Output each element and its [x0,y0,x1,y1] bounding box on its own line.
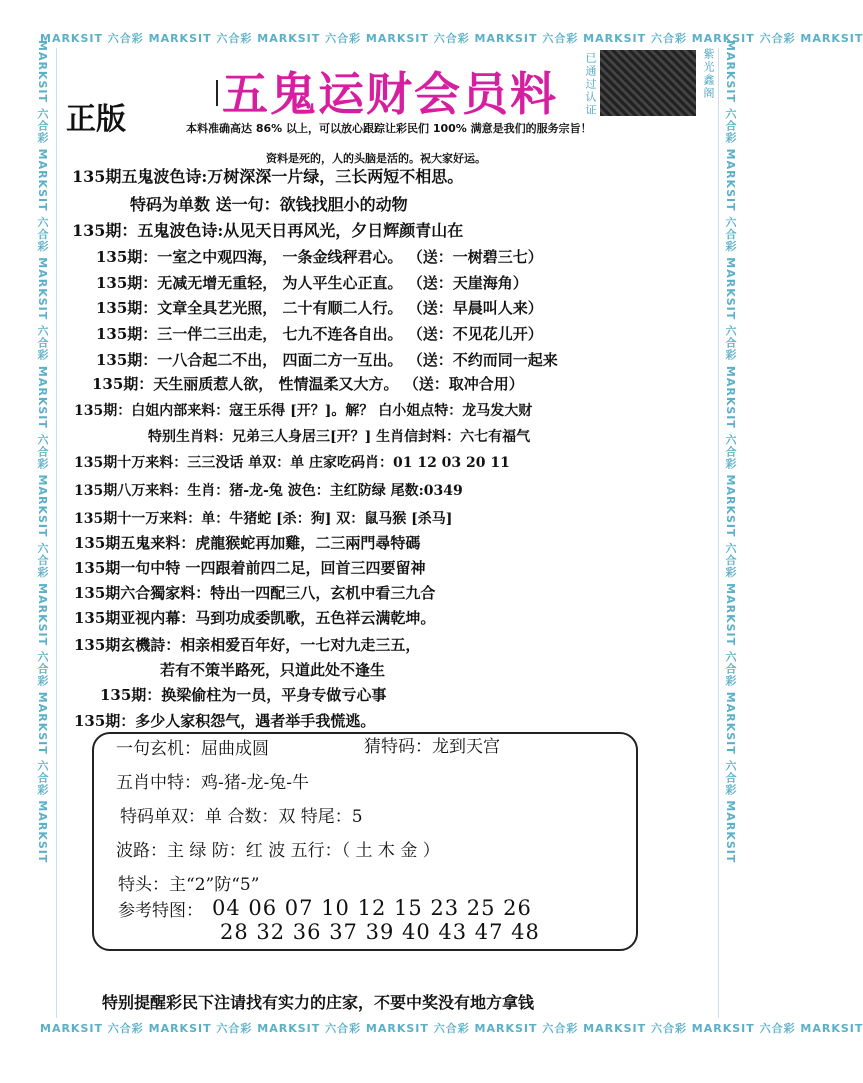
slogan-luck: 资料是死的，人的头脑是活的。祝大家好运。 [266,152,486,165]
watermark-bottom: MARKSIT 六合彩 MARKSIT 六合彩 MARKSIT 六合彩 MARKSIT 六合彩 MARKSIT 六合彩 MARKSIT 六合彩 MARKSIT 六合彩 MARKSIT [40,1022,863,1035]
line-19: 135期玄機詩：相亲相爱百年好，一七对九走三五， [74,636,421,654]
reference-numbers-row2: 28 32 36 37 39 40 43 47 48 [220,920,540,944]
qr-right-label: 紫光鑫阁 [702,48,715,100]
watermark-right: MARKSIT 六合彩 MARKSIT 六合彩 MARKSIT 六合彩 MARKSIT 六合彩 MARKSIT 六合彩 MARKSIT 六合彩 MARKSIT 六合彩 MARKSIT [724,40,737,864]
footer-reminder: 特别提醒彩民下注请找有实力的庄家，不要中奖没有地方拿钱 [102,993,535,1012]
frame-line-left [56,48,57,1018]
page-title: 五鬼运财会员料 [222,67,558,121]
line-16: 135期一句中特 一四跟着前四二足，回首三四要留神 [74,559,426,577]
wave-line: 波路：主 绿 防：红 波 五行：（ 土 木 金 ） [116,841,440,861]
odd-even-line: 特码单双：单 合数：双 特尾：5 [120,807,363,827]
line-2: 特码为单数 送一句：欲钱找胆小的动物 [130,195,408,214]
line-17: 135期六合獨家料：特出一四配三八，玄机中看三九合 [74,584,436,602]
line-7: 135期：三一伴二三出走， 七九不连各自出。 （送：不见花儿开） [96,325,543,343]
reference-label: 参考特图： [118,901,203,921]
riddle-line: 一句玄机：屈曲成圆 [116,739,269,759]
slogan-accuracy: 本料准确高达 86% 以上，可以放心跟踪让彩民们 100% 满意是我们的服务宗旨！ [186,122,592,135]
line-14: 135期十一万来料：单：牛猪蛇 [杀：狗] 双：鼠马猴 [杀马] [74,511,453,527]
line-12: 135期十万来料：三三没话 单双：单 庄家吃码肖：01 12 03 20 11 [74,455,510,471]
line-10: 135期：白姐内部来料：寇王乐得 [开？]。解？ 白小姐点特：龙马发大财 [74,403,533,419]
five-zodiac-line: 五肖中特：鸡-猪-龙-兔-牛 [116,773,309,793]
line-4: 135期：一室之中观四海， 一条金线秤君心。 （送：一树碧三七） [96,248,543,266]
reference-numbers-row1: 04 06 07 10 12 15 23 25 26 [212,896,532,920]
line-9: 135期：天生丽质惹人欲， 性情温柔又大方。 （送：取冲合用） [92,375,524,393]
watermark-left: MARKSIT 六合彩 MARKSIT 六合彩 MARKSIT 六合彩 MARKSIT 六合彩 MARKSIT 六合彩 MARKSIT 六合彩 MARKSIT 六合彩 MARKSIT [36,40,49,864]
head-line: 特头：主“2”防“5” [118,875,260,895]
line-6: 135期：文章全具艺光照， 二十有顺二人行。 （送：早晨叫人来） [96,299,543,317]
watermark-top: MARKSIT 六合彩 MARKSIT 六合彩 MARKSIT 六合彩 MARKSIT 六合彩 MARKSIT 六合彩 MARKSIT 六合彩 MARKSIT 六合彩 MARKSIT [40,32,863,45]
line-1: 135期五鬼波色诗:万树深深一片绿，三长两短不相思。 [72,167,464,186]
line-8: 135期：一八合起二不出， 四面二方一互出。 （送：不约而同一起来 [96,351,558,369]
line-13: 135期八万来料：生肖：猪-龙-兔 波色：主红防绿 尾数:0349 [74,483,463,499]
title-divider [216,80,218,106]
frame-line-right [718,48,719,1018]
line-18: 135期亚视内幕：马到功成委凯歌，五色祥云满乾坤。 [74,609,436,627]
line-11: 特别生肖料：兄弟三人身居三[开？] 生肖信封料：六七有福气 [148,429,531,445]
authentic-badge: 正版 [66,102,126,137]
line-5: 135期：无减无增无重轻， 为人平生心正直。 （送：天崖海角） [96,274,528,292]
line-20: 若有不策半路死，只道此处不逢生 [160,661,386,679]
line-22: 135期：多少人家积怨气，遇者举手我慌逃。 [74,712,376,730]
qr-code-image [600,50,696,116]
line-21: 135期：换梁偷柱为一员，平身专做亏心事 [100,686,387,704]
guess-line: 猜特码：龙到天宫 [364,737,500,757]
line-15: 135期五鬼来料：虎龍猴蛇再加雞，二三兩門尋特碼 [74,534,421,552]
qr-left-label: 已通过认证 [584,52,597,117]
line-3: 135期：五鬼波色诗:从见天日再风光，夕日辉颜青山在 [72,221,464,240]
